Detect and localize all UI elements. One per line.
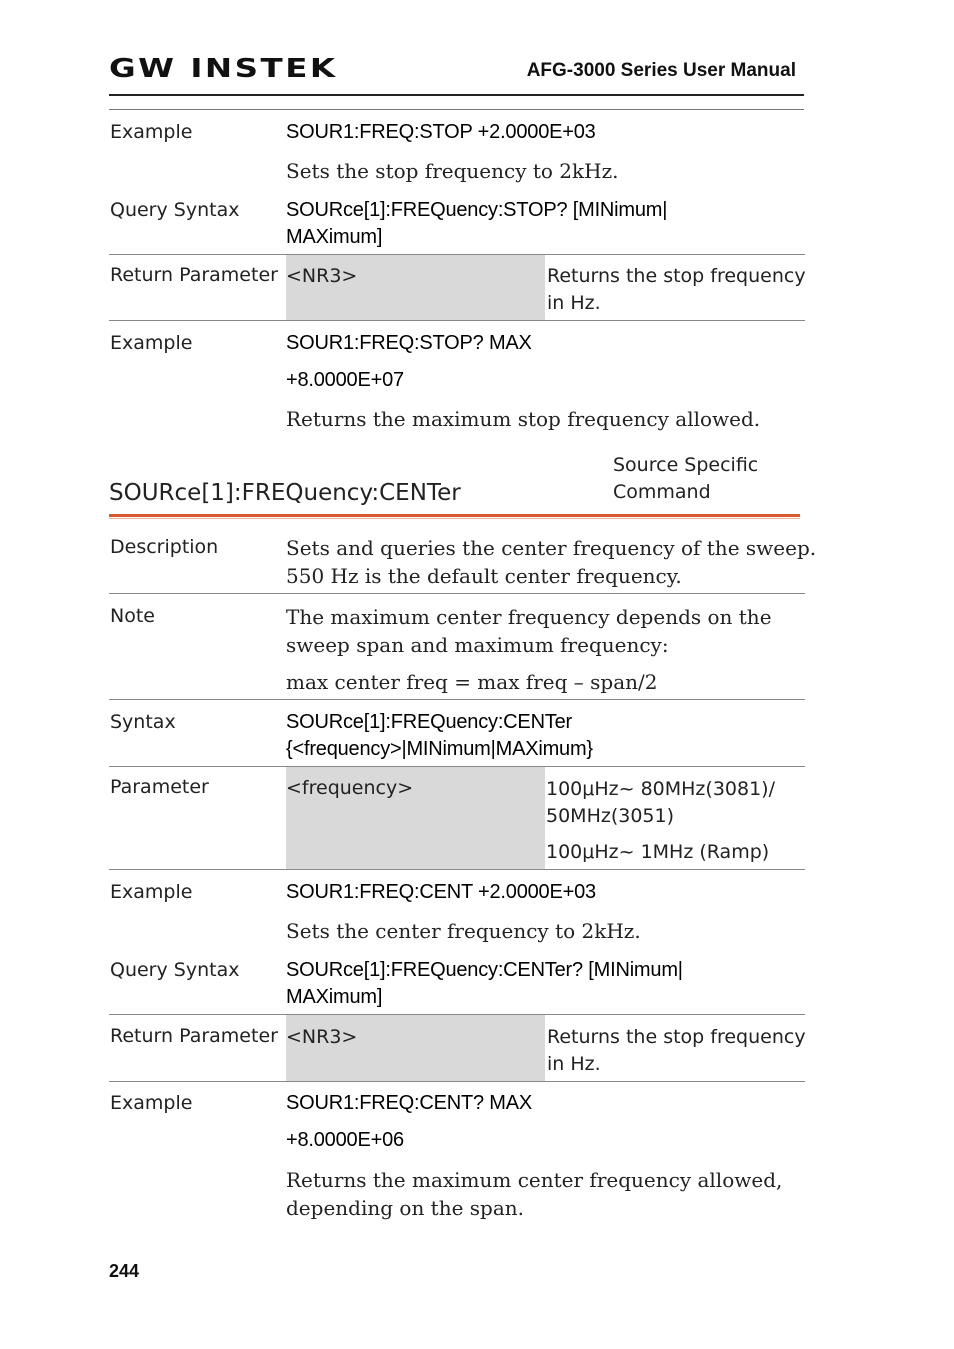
row-divider [109,699,805,700]
example-label: Example [110,881,193,903]
parameter-name: <frequency> [286,777,414,799]
example-description: Returns the maximum stop frequency allowed. [286,407,761,431]
parameter-range-ramp: 100μHz~ 1MHz (Ramp) [546,841,770,863]
example-command: SOUR1:FREQ:STOP? MAX [286,332,532,354]
description-label: Description [110,536,219,558]
section-title-rule [109,514,800,517]
header-rule-top [109,94,804,96]
note-line1: The maximum center frequency depends on the [286,605,772,629]
return-parameter-value: <NR3> [286,1026,358,1048]
gw-instek-logo: GW INSTEK [109,54,338,84]
return-parameter-value: <NR3> [286,265,358,287]
section-title: SOURce[1]:FREQuency:CENTer [109,480,461,506]
example-result: +8.0000E+06 [286,1129,404,1151]
query-syntax-line2: MAXimum] [286,226,383,248]
parameter-range-line2: 50MHz(3051) [546,805,675,827]
example-label: Example [110,1092,193,1114]
section-category [613,452,758,506]
section-category-line2: Command [613,481,711,503]
syntax-label: Syntax [110,711,176,733]
example-description-line2: depending on the span. [286,1196,525,1220]
example-description: Sets the stop frequency to 2kHz. [286,159,619,183]
row-divider [109,1081,805,1082]
parameter-range-line1: 100μHz~ 80MHz(3081)/ [546,778,775,800]
note-label: Note [110,605,155,627]
example-description: Sets the center frequency to 2kHz. [286,919,641,943]
note-formula: max center freq = max freq – span/2 [286,670,658,694]
query-syntax-line1: SOURce[1]:FREQuency:CENTer? [MINimum| [286,959,683,981]
query-syntax-label: Query Syntax [110,959,240,981]
return-description-line1: Returns the stop frequency [547,265,806,287]
return-parameter-label: Return Parameter [110,264,278,286]
description-line1: Sets and queries the center frequency of the sweep. [286,536,817,560]
example-label: Example [110,121,193,143]
row-divider [109,593,805,594]
query-syntax-line1: SOURce[1]:FREQuency:STOP? [MINimum| [286,199,668,221]
return-description-line2: in Hz. [547,1053,601,1075]
example-result: +8.0000E+07 [286,369,404,391]
syntax-line1: SOURce[1]:FREQuency:CENTer [286,711,572,733]
query-syntax-line2: MAXimum] [286,986,383,1008]
section-category-line1: Source Specific [613,454,759,476]
example-command: SOUR1:FREQ:CENT +2.0000E+03 [286,881,596,903]
example-command: SOUR1:FREQ:STOP +2.0000E+03 [286,121,596,143]
row-divider [109,869,805,870]
syntax-line2: {<frequency>|MINimum|MAXimum} [286,738,593,760]
section-title-rule-shadow [109,518,800,519]
header-rule-bottom [109,109,804,110]
note-line2: sweep span and maximum frequency: [286,633,669,657]
parameter-label: Parameter [110,776,209,798]
example-description-line1: Returns the maximum center frequency allowed, [286,1168,783,1192]
manual-title: AFG-3000 Series User Manual [526,60,796,81]
return-parameter-label: Return Parameter [110,1025,278,1047]
return-description-line2: in Hz. [547,292,601,314]
row-divider [109,320,805,321]
description-line2: 550 Hz is the default center frequency. [286,564,682,588]
query-syntax-label: Query Syntax [110,199,240,221]
page-number: 244 [109,1261,140,1281]
example-command: SOUR1:FREQ:CENT? MAX [286,1092,533,1114]
example-label: Example [110,332,193,354]
return-description-line1: Returns the stop frequency [547,1026,806,1048]
